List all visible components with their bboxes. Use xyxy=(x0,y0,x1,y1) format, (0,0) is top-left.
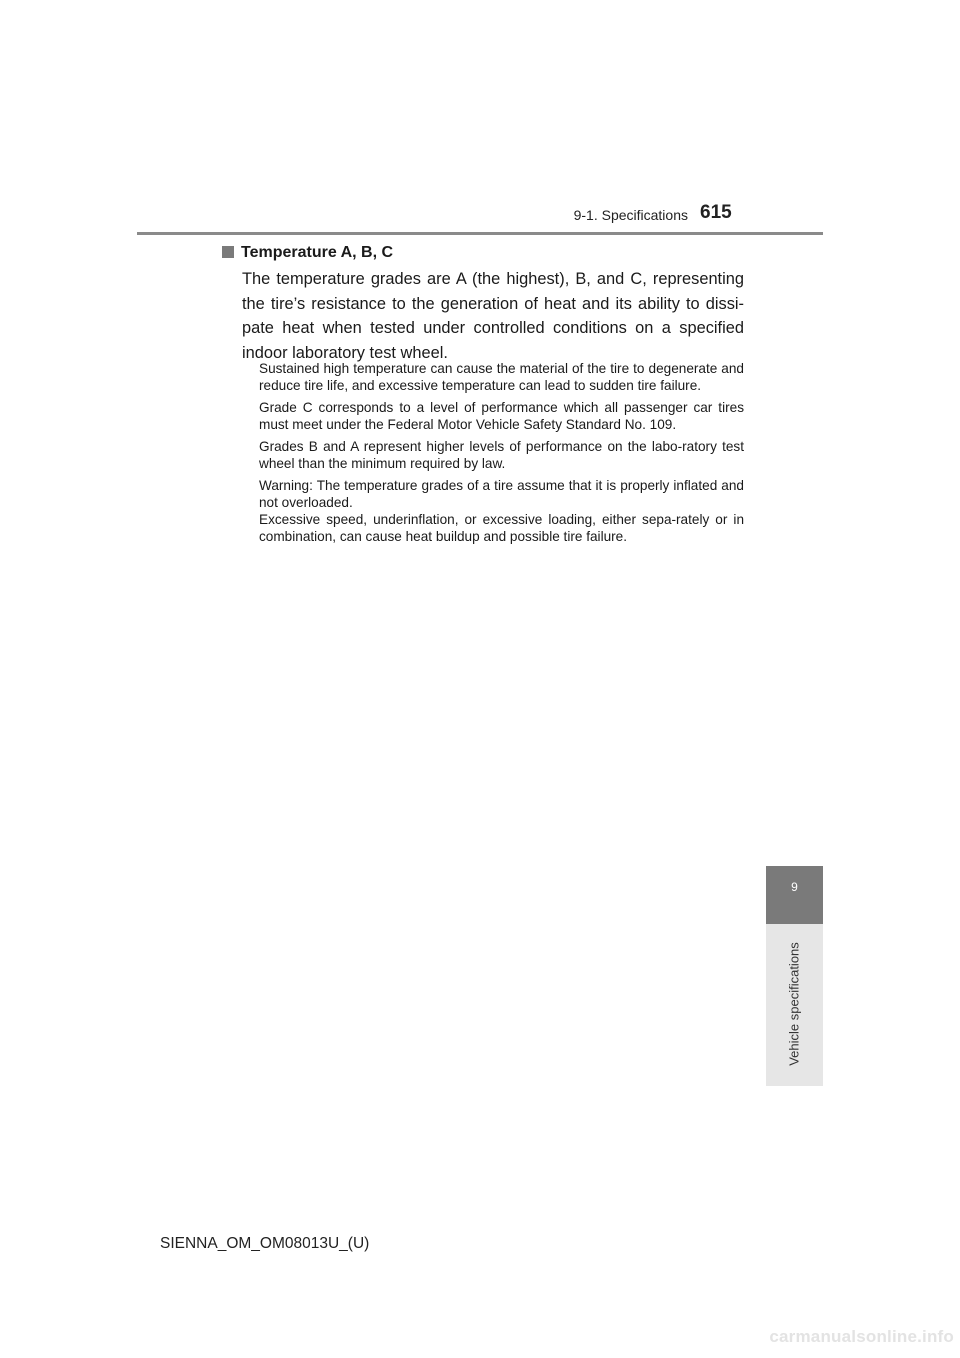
page-number: 615 xyxy=(700,202,732,223)
notes-block xyxy=(259,360,744,550)
doc-code: SIENNA_OM_OM08013U_(U) xyxy=(160,1235,370,1252)
lead-paragraph: The temperature grades are A (the highest), B, and C, representing the tire’s resistance to the generation of heat and its ability to dissi-pate heat when tested under controlled conditions on a specified indoor laboratory test wheel. xyxy=(242,270,744,362)
note-paragraph: Warning: The temperature grades of a tire assume that it is properly inflated and not overloaded. xyxy=(259,478,744,510)
note-paragraph: Grade C corresponds to a level of performance which all passenger car tires must meet under the Federal Motor Vehicle Safety Standard No. 109. xyxy=(259,400,744,432)
chapter-number: 9 xyxy=(791,880,798,894)
header-rule xyxy=(137,232,823,235)
note-paragraph: Grades B and A represent higher levels of performance on the labo-ratory test wheel than the minimum required by law. xyxy=(259,439,744,471)
subheading xyxy=(222,244,393,262)
note-paragraph: Sustained high temperature can cause the material of the tire to degenerate and reduce tire life, and excessive temperature can lead to sudden tire failure. xyxy=(259,361,744,393)
chapter-tab xyxy=(766,866,823,924)
square-bullet-icon xyxy=(222,246,234,258)
watermark: carmanualsonline.info xyxy=(769,1327,954,1346)
note-paragraph: Excessive speed, underinflation, or excessive loading, either sepa-rately or in combination, can cause heat buildup and possible tire failure. xyxy=(259,512,744,544)
section-title: 9-1. Specifications xyxy=(573,207,688,223)
chapter-label: Vehicle specifications xyxy=(786,942,802,1066)
subheading-text: Temperature A, B, C xyxy=(241,244,394,261)
